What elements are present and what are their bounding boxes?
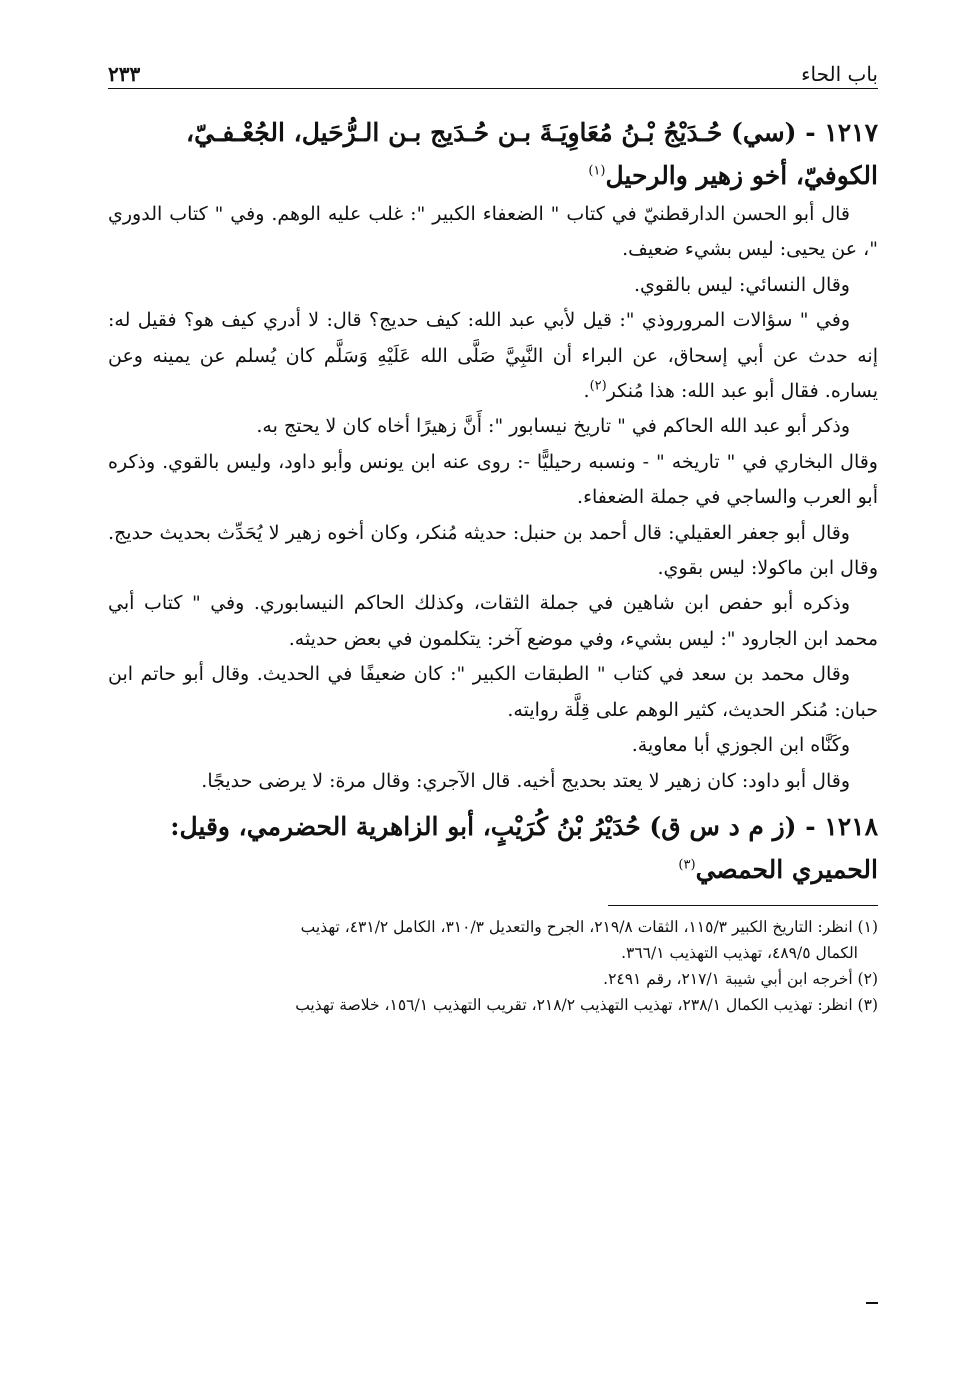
paragraph-end: .: [583, 380, 590, 403]
paragraph: وقال محمد بن سعد في كتاب " الطبقات الكبير ": كان ضعيفًا في الحديث. وقال أبو حاتم ابن حبان: مُنكر الحديث، كثير الوهم على قِلَّة روايته.: [108, 663, 878, 721]
entry-heading-line: [108, 848, 878, 891]
footnote: (١) انظر: التاريخ الكبير ١١٥/٣، الثقات ٢١٩/٨، الجرح والتعديل ٣١٠/٣، الكامل ٤٣١/٢، تهذيب: [300, 917, 878, 936]
page-number: ٢٣٣: [108, 62, 141, 86]
paragraph: وقال أبو داود: كان زهير لا يعتد بحديج أخيه. قال الآجري: وقال مرة: لا يرضى حديجًا.: [201, 769, 850, 792]
entry-heading-text: الحميري الحمصي: [695, 854, 878, 884]
footnote-marker: (٣): [678, 857, 696, 873]
footnote: (٢) أخرجه ابن أبي شيبة ٢١٧/١، رقم ٢٤٩١.: [603, 969, 878, 988]
entry-heading-1218: [108, 805, 878, 891]
footnote-marker: (١): [588, 163, 606, 179]
paragraph: [108, 303, 878, 409]
footnote-separator: [608, 905, 878, 906]
paragraph: قال أبو الحسن الدارقطنيّ في كتاب " الضعفاء الكبير ": غلب عليه الوهم. وفي " كتاب الدوري "، عن يحيى: ليس بشيء ضعيف.: [108, 203, 878, 261]
paragraph-text: وفي " سؤالات المروروذي ": قيل لأبي عبد الله: كيف حديج؟ قال: لا أدري كيف هو؟ فقيل له: إنه حدث عن أبي إسحاق، عن البراء أن النَّبِيَّ صَلَّى الله عَلَيْهِ وَسَلَّم كان يُسلم عن يمينه وعن يساره. فقال أبو عبد الله: هذا مُنكر: [108, 309, 878, 403]
book-page: [108, 52, 878, 1352]
paragraph: وكَنَّاه ابن الجوزي أبا معاوية.: [631, 734, 850, 757]
paragraph: وذكر أبو عبد الله الحاكم في " تاريخ نيسابور ": أَنَّ زهيرًا أخاه كان لا يحتج به.: [256, 415, 850, 438]
paragraph: وقال أبو جعفر العقيلي: قال أحمد بن حنبل: حديثه مُنكر، وكان أخوه زهير لا يُحَدِّث بحديث حديج. وقال ابن ماكولا: ليس بقوي.: [108, 521, 878, 580]
footnote-marker: (٢): [589, 378, 607, 394]
entry-heading-line: ١٢١٧ - (سي) حُـدَيْجُ بْـنُ مُعَاوِيَـةَ بـن حُـدَيج بـن الـرُّحَيل، الجُعْـفـيّ،: [186, 118, 878, 147]
footnote: (٣) انظر: تهذيب الكمال ٢٣٨/١، تهذيب التهذيب ٢١٨/٢، تقريب التهذيب ١٥٦/١، خلاصة تهذيب: [295, 995, 878, 1014]
entry-body-1217: [108, 197, 878, 799]
entry-heading-1217: [108, 111, 878, 197]
footnote-continuation: الكمال ٤٨٩/٥، تهذيب التهذيب ٣٦٦/١.: [621, 943, 858, 962]
paragraph: وقال البخاري في " تاريخه " - ونسبه رحيليًّا -: روى عنه ابن يونس وأبو داود، وليس بالقوي. وذكره أبو العرب والساجي في جملة الضعفاء.: [108, 450, 878, 509]
paragraph: وذكره أبو حفص ابن شاهين في جملة الثقات، وكذلك الحاكم النيسابوري. وفي " كتاب أبي محمد ابن الجارود ": ليس بشيء، وفي موضع آخر: يتكلمون في بعض حديثه.: [108, 592, 878, 650]
entry-heading-line: ١٢١٨ - (ز م د س ق) حُدَيْرُ بْنُ كُرَيْبٍ، أبو الزاهرية الحضرمي، وقيل:: [170, 811, 878, 841]
running-header: [108, 52, 878, 89]
running-title: باب الحاء: [801, 62, 878, 86]
entry-heading-text: الكوفيّ، أخو زهير والرحيل: [605, 161, 878, 190]
entry-heading-line: [108, 154, 878, 197]
continuation-mark: [866, 1302, 878, 1304]
paragraph: وقال النسائي: ليس بالقوي.: [634, 273, 850, 296]
footnotes: [108, 914, 878, 1018]
